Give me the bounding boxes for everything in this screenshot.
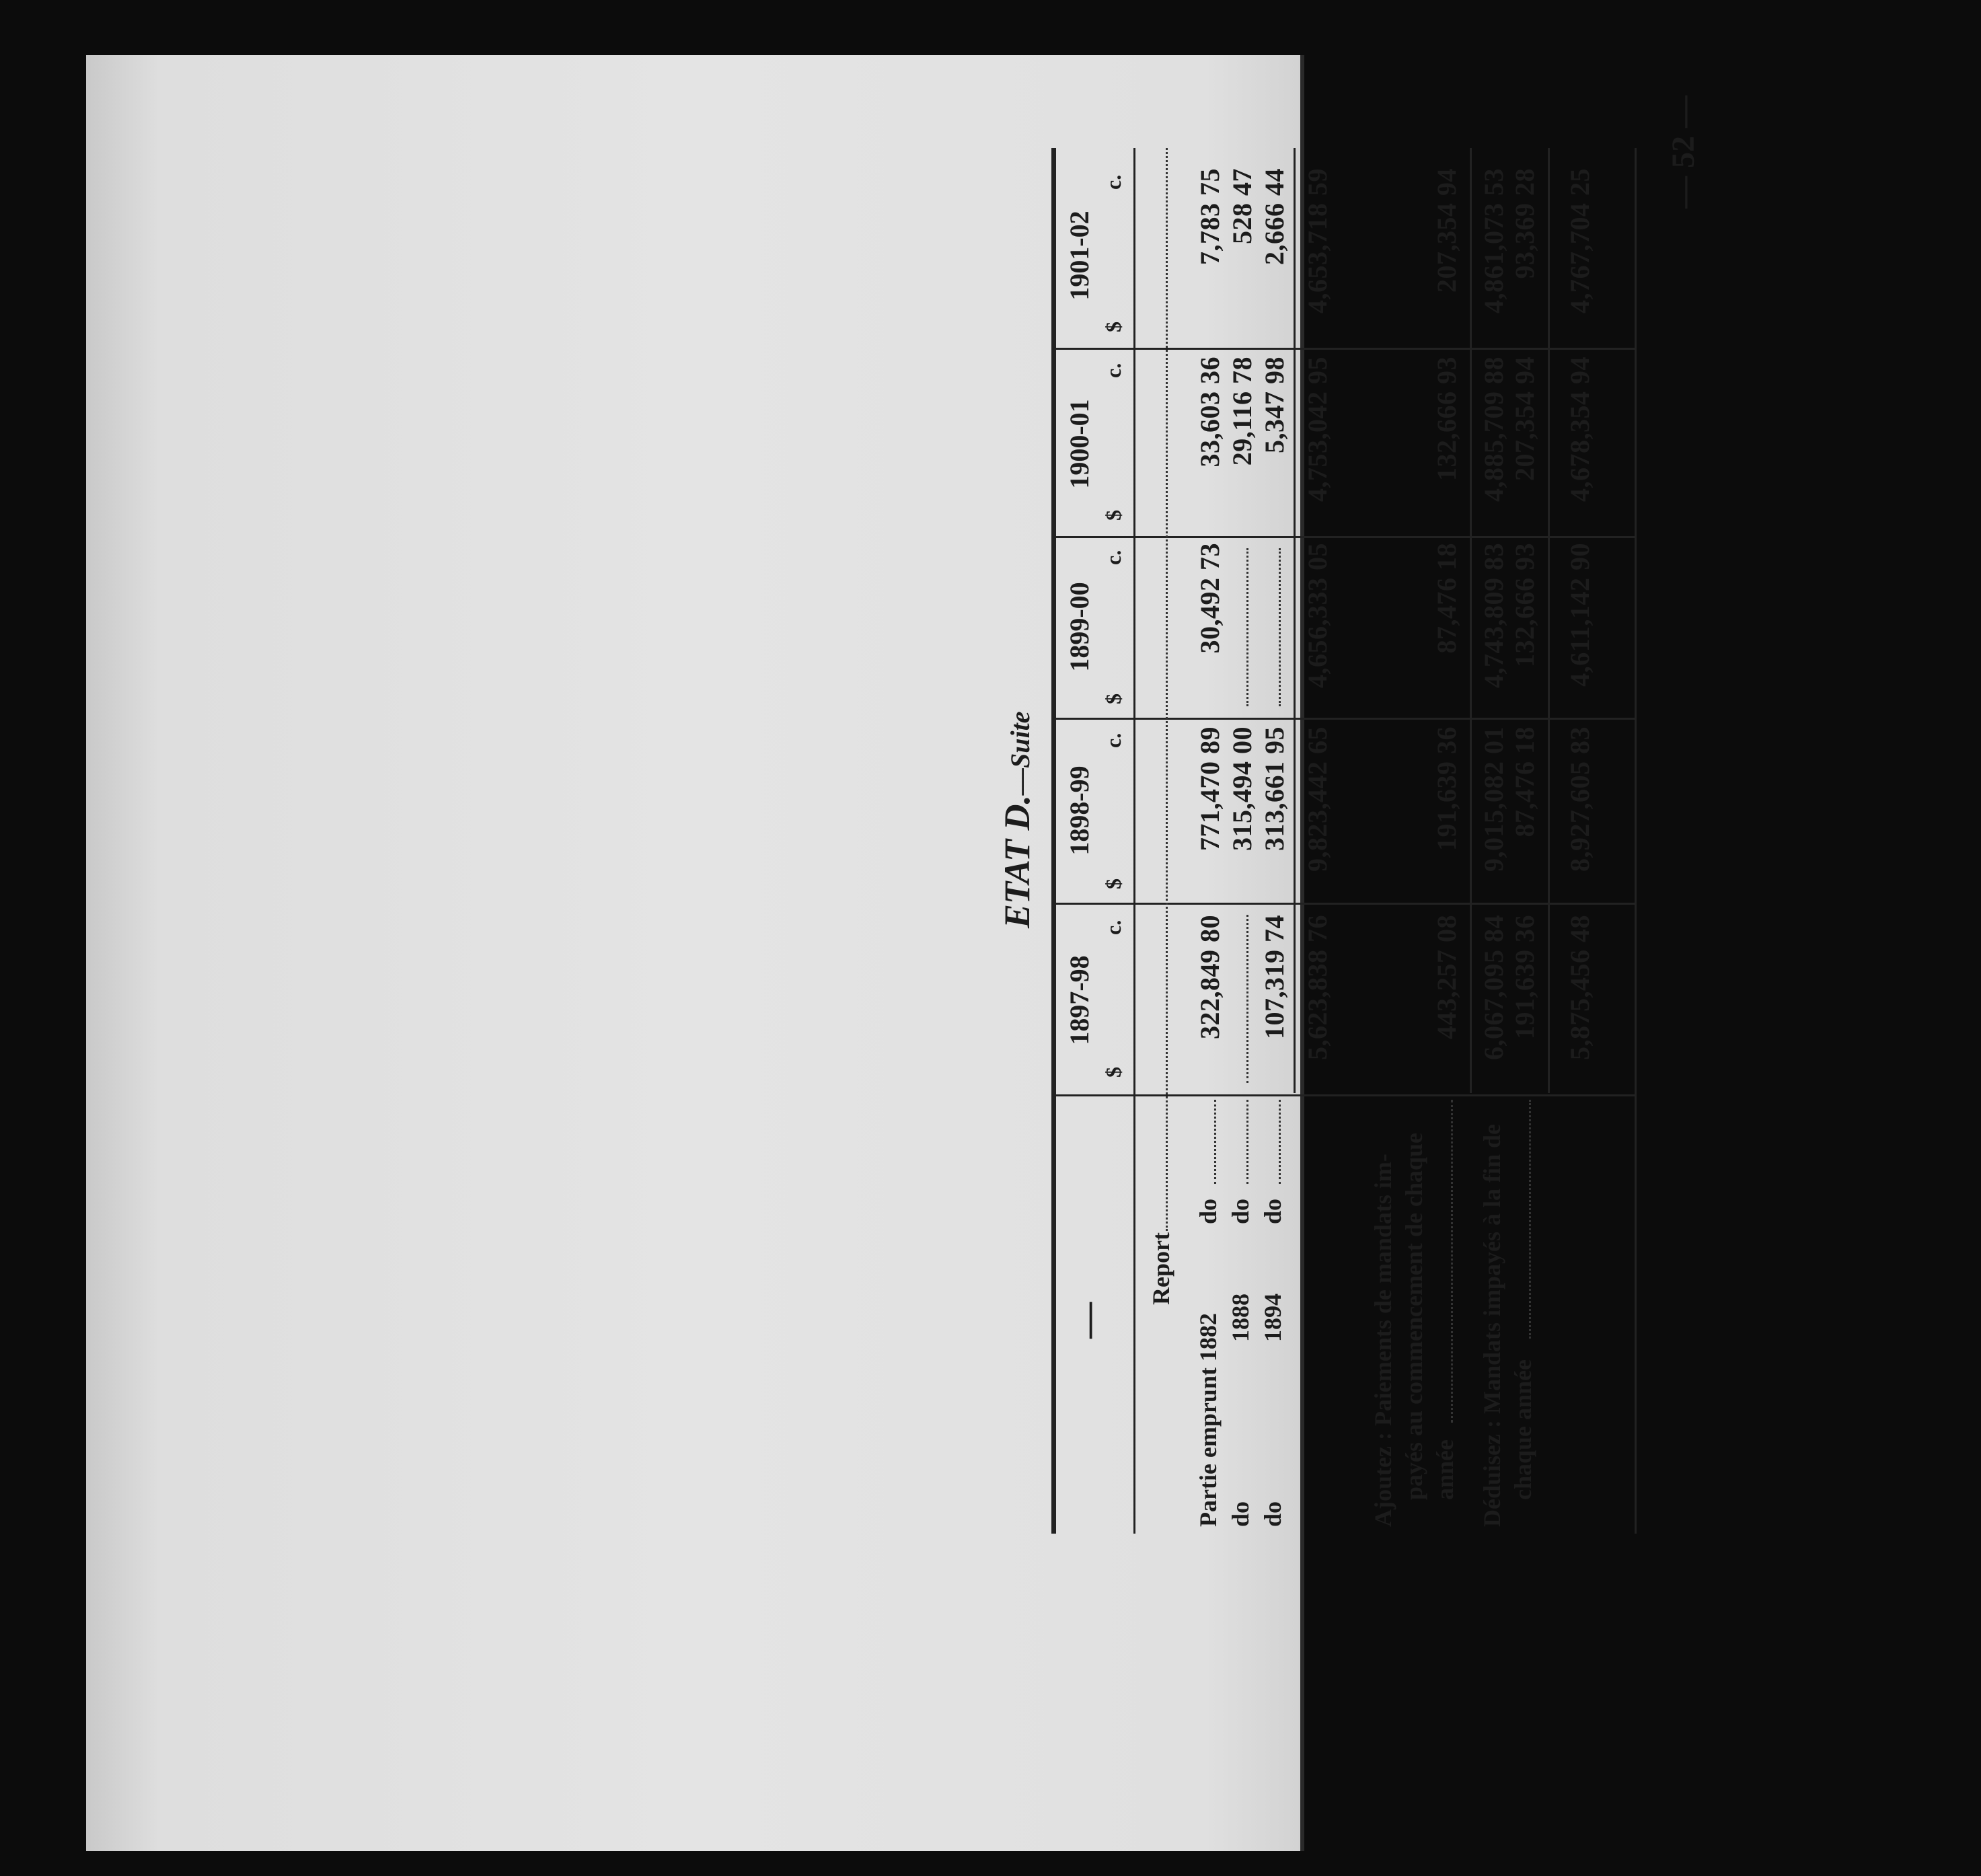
cell-1882-1898-99: 771,470 89	[1195, 726, 1225, 851]
row-do-1894: do	[1259, 1198, 1286, 1224]
total-1898-99: 8,927,605 83	[1565, 726, 1595, 872]
subtotal-rule	[1294, 148, 1296, 1093]
row-do-1888: do	[1227, 1198, 1254, 1224]
cell-1882-1901-02: 7,783 75	[1195, 168, 1225, 265]
subtotal-1900-01: 4,753,042 95	[1302, 357, 1333, 502]
dollar-symbol-4: $	[1101, 510, 1125, 521]
subtotal-1898-99: 9,823,442 65	[1302, 726, 1333, 872]
ajoutez-1901-02: 207,354 94	[1431, 168, 1462, 293]
subtotal-1897-98: 5,623,838 76	[1302, 915, 1333, 1060]
cell-1894-1899-00-dots	[1279, 548, 1281, 706]
row-label-do-1894: do	[1259, 1501, 1286, 1527]
row-label-do-1888: do	[1227, 1501, 1254, 1527]
dollar-symbol-3: $	[1101, 693, 1125, 704]
row-label-year-1888: 1888	[1227, 1293, 1254, 1342]
cents-symbol-5: c.	[1101, 174, 1125, 190]
cell-1894-1900-01: 5,347 98	[1259, 357, 1289, 453]
deduisez-1900-01: 207,354 94	[1509, 357, 1540, 481]
title-suite: —Suite	[1005, 711, 1035, 795]
row-label-emprunt-1882: Partie emprunt 1882	[1195, 1313, 1222, 1527]
sum-1899-00: 4,743,809 83	[1479, 543, 1509, 688]
leader-dots-1894	[1279, 1100, 1281, 1184]
report-leader-dots	[1166, 148, 1168, 1231]
dollar-symbol-1: $	[1101, 1067, 1125, 1078]
page-number: — 52 —	[1666, 96, 1701, 209]
sum-1897-98: 6,067,095 84	[1479, 915, 1509, 1060]
sum-rule	[1470, 148, 1472, 1093]
cell-1888-1899-00-dots	[1246, 548, 1248, 706]
ajoutez-line-3: année	[1431, 1439, 1458, 1500]
cell-1888-1900-01: 29,116 78	[1227, 357, 1257, 466]
ajoutez-1898-99: 191,639 36	[1431, 726, 1462, 851]
ajoutez-leader-dots	[1451, 1100, 1453, 1423]
cell-1882-1899-00: 30,492 73	[1195, 543, 1225, 654]
leader-dots-1888	[1246, 1100, 1248, 1184]
top-rule	[1051, 148, 1056, 1534]
column-header-1900-01: 1900-01	[1064, 399, 1094, 489]
total-rule	[1548, 148, 1550, 1093]
cents-symbol-4: c.	[1101, 363, 1125, 378]
deduisez-1899-00: 132,666 93	[1509, 543, 1540, 667]
ajoutez-1899-00: 87,476 18	[1431, 543, 1462, 654]
label-column-divider	[1051, 1094, 1637, 1096]
total-1897-98: 5,875,456 48	[1565, 915, 1595, 1060]
sum-1898-99: 9,015,082 01	[1479, 726, 1509, 872]
subtotal-1901-02: 4,653,718 59	[1302, 168, 1333, 313]
row-label-report: Report	[1148, 1232, 1174, 1305]
column-header-1897-98: 1897-98	[1064, 955, 1094, 1045]
title-main: ETAT D.	[997, 794, 1037, 928]
cell-1894-1898-99: 313,661 95	[1259, 726, 1289, 851]
deduisez-leader-dots	[1529, 1100, 1531, 1339]
bottom-rule	[1635, 148, 1637, 1534]
sum-1901-02: 4,861,073 53	[1479, 168, 1509, 313]
subtotal-1899-00: 4,656,333 05	[1302, 543, 1333, 688]
dollar-symbol-2: $	[1101, 878, 1125, 889]
dollar-symbol-5: $	[1101, 322, 1125, 332]
cell-1888-1901-02: 528 47	[1227, 168, 1257, 244]
cell-1888-1898-99: 315,494 00	[1227, 726, 1257, 851]
cell-1888-1897-98-dots	[1246, 915, 1248, 1083]
ajoutez-1900-01: 132,666 93	[1431, 357, 1462, 481]
cents-symbol-1: c.	[1101, 920, 1125, 935]
header-dash: —	[1067, 1302, 1107, 1339]
row-label-year-1894: 1894	[1259, 1293, 1286, 1342]
cell-1894-1901-02: 2,666 44	[1259, 168, 1289, 265]
total-1900-01: 4,678,354 94	[1565, 357, 1595, 502]
leader-dots-1882	[1214, 1100, 1216, 1184]
cents-symbol-3: c.	[1101, 550, 1125, 565]
column-header-1901-02: 1901-02	[1064, 211, 1094, 301]
header-rule	[1133, 148, 1135, 1534]
deduisez-1898-99: 87,476 18	[1509, 726, 1540, 837]
cell-1882-1900-01: 33,603 36	[1195, 357, 1225, 467]
ajoutez-line-1: Ajoutez : Paiements de mandats im-	[1370, 1154, 1396, 1527]
cell-1882-1897-98: 322,849 80	[1195, 915, 1225, 1039]
cents-symbol-2: c.	[1101, 733, 1125, 748]
ajoutez-1897-98: 443,257 08	[1431, 915, 1462, 1039]
deduisez-1901-02: 93,369 28	[1509, 168, 1540, 279]
column-header-1898-99: 1898-99	[1064, 765, 1094, 856]
column-header-1899-00: 1899-00	[1064, 582, 1094, 672]
deduisez-line-1: Déduisez : Mandats impayés à la fin de	[1479, 1123, 1505, 1527]
sum-1900-01: 4,885,709 88	[1479, 357, 1509, 502]
deduisez-line-2: chaque année	[1509, 1359, 1536, 1500]
ajoutez-line-2: payés au commencement de chaque	[1400, 1133, 1427, 1500]
row-do-1882: do	[1195, 1198, 1222, 1224]
cell-1894-1897-98: 107,319 74	[1259, 915, 1289, 1039]
total-1899-00: 4,611,142 90	[1565, 543, 1595, 687]
deduisez-1897-98: 191,639 36	[1509, 915, 1540, 1039]
table-title	[996, 711, 1038, 928]
rotated-table-page	[972, 0, 1981, 1601]
total-1901-02: 4,767,704 25	[1565, 168, 1595, 313]
